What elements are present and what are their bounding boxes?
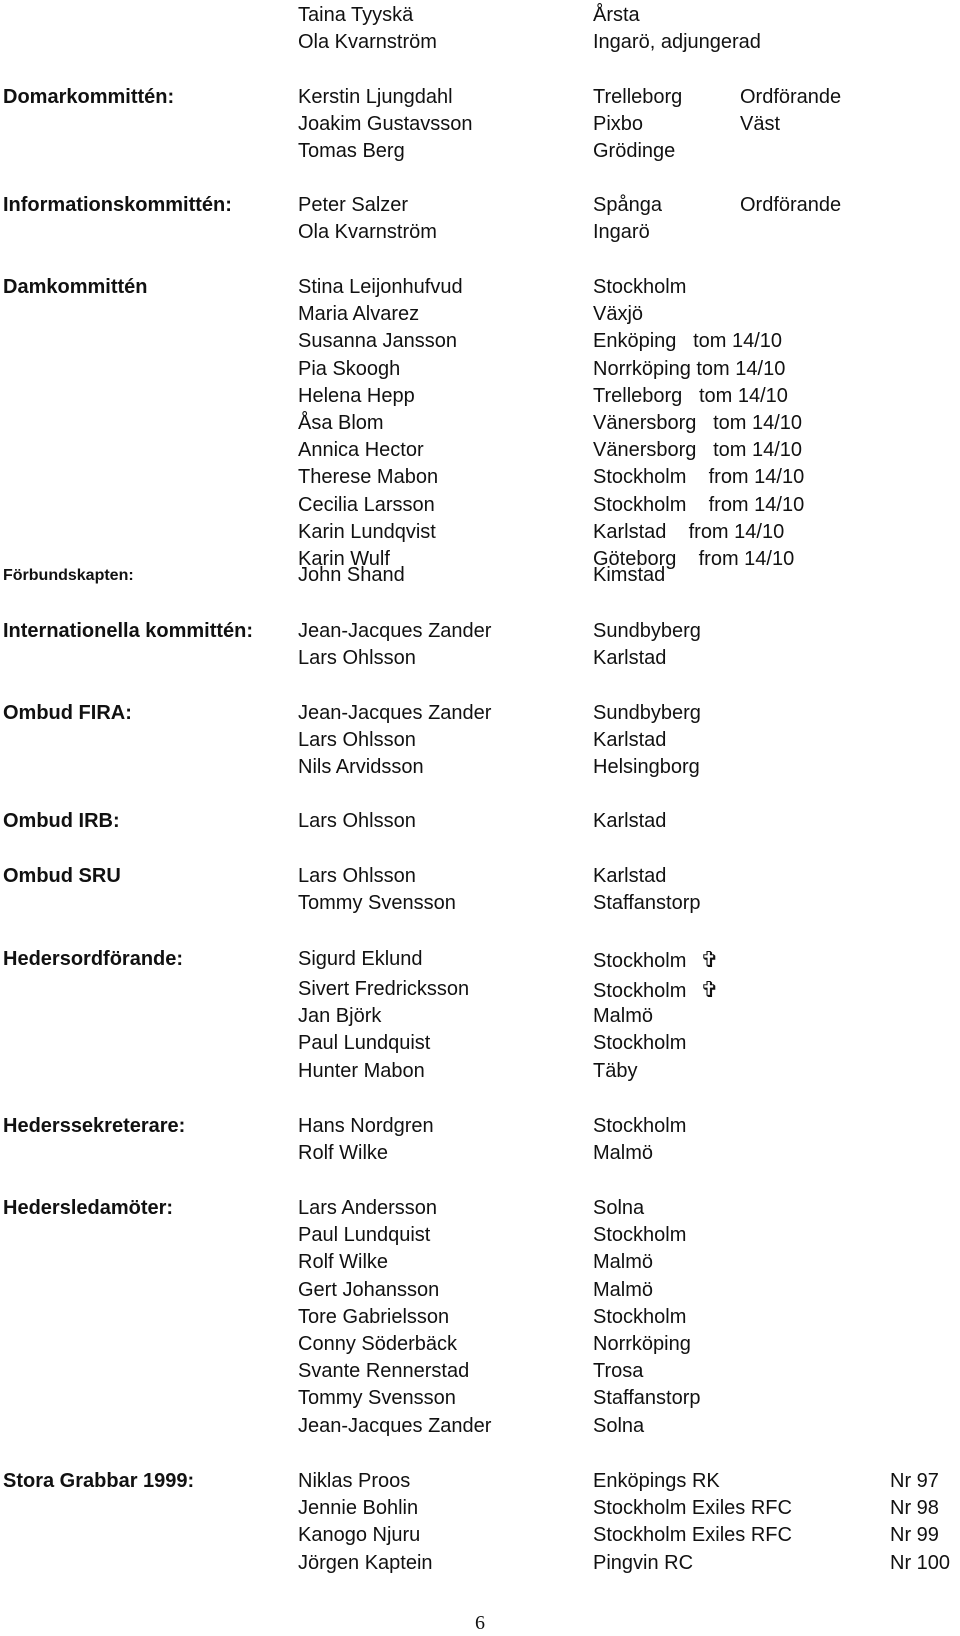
member-name: Joakim Gustavsson xyxy=(298,113,473,136)
member-place: Solna xyxy=(593,1414,645,1437)
list-item xyxy=(0,464,960,491)
member-place: Kimstad xyxy=(593,564,666,586)
member-place: Trosa xyxy=(593,1360,644,1383)
list-item xyxy=(0,645,960,672)
member-name: Jean-Jacques Zander xyxy=(298,620,492,642)
member-place: Stockholm from 14/10 xyxy=(593,493,805,516)
list-item xyxy=(0,863,960,890)
section-hedersordforande xyxy=(0,946,960,1085)
top-continuation xyxy=(0,2,960,56)
member-place: Karlstad from 14/10 xyxy=(593,520,785,543)
member-place: Staffanstorp xyxy=(593,892,701,915)
section-heading: Hedersordförande: xyxy=(3,948,184,970)
list-item xyxy=(0,1468,960,1495)
list-item xyxy=(0,727,960,754)
member-place: Ingarö, adjungerad xyxy=(593,31,761,54)
member-name: Tore Gabrielsson xyxy=(298,1305,450,1328)
member-place: Malmö xyxy=(593,1251,654,1274)
member-place: Malmö xyxy=(593,1142,654,1165)
member-role: Väst xyxy=(740,113,781,136)
member-number: Nr 98 xyxy=(890,1497,939,1520)
member-place: Stockholm xyxy=(593,1032,687,1055)
list-item xyxy=(0,1195,960,1222)
list-item xyxy=(0,618,960,645)
member-club: Stockholm Exiles RFC xyxy=(593,1497,792,1520)
member-name: Jean-Jacques Zander xyxy=(298,702,492,724)
cross-icon: ✞ xyxy=(700,947,719,972)
section-internationella-kommitten xyxy=(0,618,960,672)
member-place: Vänersborg tom 14/10 xyxy=(593,411,803,434)
member-place: Enköping tom 14/10 xyxy=(593,330,783,353)
member-name: Maria Alvarez xyxy=(298,303,420,326)
member-place: Pixbo xyxy=(593,113,644,136)
section-domarkommitten xyxy=(0,84,960,166)
member-role: Ordförande xyxy=(740,86,842,108)
list-item xyxy=(0,1030,960,1057)
member-name: Helena Hepp xyxy=(298,384,415,407)
member-name: Hunter Mabon xyxy=(298,1059,425,1082)
section-hederssekreterare xyxy=(0,1113,960,1167)
list-item xyxy=(0,1249,960,1276)
member-name: Tomas Berg xyxy=(298,140,405,163)
member-name: Jan Björk xyxy=(298,1005,382,1028)
member-place: Staffanstorp xyxy=(593,1387,701,1410)
member-place: Spånga xyxy=(593,194,662,216)
member-name: Gert Johansson xyxy=(298,1278,440,1301)
member-name: Conny Söderbäck xyxy=(298,1332,457,1355)
list-item xyxy=(0,808,960,835)
member-name: Rolf Wilke xyxy=(298,1142,389,1165)
member-name: Ola Kvarnström xyxy=(298,31,437,54)
section-forbundskapten xyxy=(0,562,960,589)
member-place: Sundbyberg xyxy=(593,620,701,642)
list-item xyxy=(0,519,960,546)
member-place: Grödinge xyxy=(593,140,676,163)
section-heading: Internationella kommittén: xyxy=(3,620,254,642)
list-item xyxy=(0,84,960,111)
member-place: Karlstad xyxy=(593,810,667,832)
member-place: Vänersborg tom 14/10 xyxy=(593,439,803,462)
list-item xyxy=(0,301,960,328)
list-item xyxy=(0,138,960,165)
section-heading: Ombud SRU xyxy=(3,865,121,887)
member-name: Cecilia Larsson xyxy=(298,493,435,516)
list-item xyxy=(0,274,960,301)
member-name: Niklas Proos xyxy=(298,1470,411,1492)
member-number: Nr 99 xyxy=(890,1524,939,1547)
member-place: Stockholm xyxy=(593,276,687,298)
member-name: Annica Hector xyxy=(298,439,424,462)
section-ombud-irb xyxy=(0,808,960,835)
list-item xyxy=(0,383,960,410)
member-place: Malmö xyxy=(593,1278,654,1301)
member-place: Stockholm xyxy=(593,1305,687,1328)
member-place: Täby xyxy=(593,1059,638,1082)
list-item xyxy=(0,410,960,437)
list-item xyxy=(0,1140,960,1167)
page-number: 6 xyxy=(475,1612,485,1634)
section-heading: Förbundskapten: xyxy=(3,567,134,584)
member-name: Lars Ohlsson xyxy=(298,810,416,832)
member-name: Pia Skoogh xyxy=(298,357,401,380)
member-place: Norrköping tom 14/10 xyxy=(593,357,786,380)
member-name: Tommy Svensson xyxy=(298,892,456,915)
member-club: Pingvin RC xyxy=(593,1551,694,1574)
member-place xyxy=(593,946,719,975)
member-name: Karin Lundqvist xyxy=(298,520,436,543)
member-place: Stockholm from 14/10 xyxy=(593,466,805,489)
list-item xyxy=(0,1522,960,1549)
list-item xyxy=(0,1385,960,1412)
list-item xyxy=(0,1222,960,1249)
member-number: Nr 100 xyxy=(890,1551,951,1574)
member-place: Malmö xyxy=(593,1005,654,1028)
member-place: Göteborg from 14/10 xyxy=(593,547,795,570)
list-item xyxy=(0,1113,960,1140)
member-name: Jörgen Kaptein xyxy=(298,1551,433,1574)
member-name: Sivert Fredricksson xyxy=(298,978,470,1000)
list-item xyxy=(0,976,960,1003)
member-name: Svante Rennerstad xyxy=(298,1360,470,1383)
member-place: Ingarö xyxy=(593,221,650,244)
list-item xyxy=(0,1413,960,1440)
list-item xyxy=(0,219,960,246)
member-name: Tommy Svensson xyxy=(298,1387,456,1410)
member-name: Jennie Bohlin xyxy=(298,1497,419,1520)
member-place: Karlstad xyxy=(593,647,667,670)
member-role: Ordförande xyxy=(740,194,842,216)
member-name: Paul Lundquist xyxy=(298,1224,431,1247)
list-item xyxy=(0,1550,960,1577)
member-place: Stockholm xyxy=(593,1224,687,1247)
member-name: Karin Wulf xyxy=(298,547,390,570)
member-name: Taina Tyyskä xyxy=(298,4,414,26)
member-place: Trelleborg tom 14/10 xyxy=(593,384,788,407)
cross-icon: ✞ xyxy=(700,977,719,1002)
member-place: Karlstad xyxy=(593,729,667,752)
list-item xyxy=(0,29,960,56)
list-item xyxy=(0,111,960,138)
member-name: Therese Mabon xyxy=(298,466,439,489)
list-item xyxy=(0,2,960,29)
list-item xyxy=(0,437,960,464)
member-name: Kerstin Ljungdahl xyxy=(298,86,453,108)
member-place: Årsta xyxy=(593,4,640,26)
member-name: John Shand xyxy=(298,564,405,586)
member-place: Karlstad xyxy=(593,865,667,887)
list-item xyxy=(0,562,960,589)
member-place: Trelleborg xyxy=(593,86,683,108)
list-item xyxy=(0,700,960,727)
section-heading: Hederssekreterare: xyxy=(3,1115,186,1137)
member-name: Hans Nordgren xyxy=(298,1115,434,1137)
member-name: Susanna Jansson xyxy=(298,330,458,353)
section-heading: Damkommittén xyxy=(3,276,148,298)
section-informationskommitten xyxy=(0,192,960,246)
member-name: Lars Ohlsson xyxy=(298,865,416,887)
member-place: Växjö xyxy=(593,303,644,326)
member-place: Helsingborg xyxy=(593,756,700,779)
list-item xyxy=(0,1358,960,1385)
member-club: Enköpings RK xyxy=(593,1470,720,1492)
list-item xyxy=(0,754,960,781)
section-ombud-sru xyxy=(0,863,960,917)
member-name: Nils Arvidsson xyxy=(298,756,424,779)
list-item xyxy=(0,1304,960,1331)
section-heading: Stora Grabbar 1999: xyxy=(3,1470,195,1492)
member-number: Nr 97 xyxy=(890,1470,939,1492)
member-name: Stina Leijonhufvud xyxy=(298,276,463,298)
member-name: Peter Salzer xyxy=(298,194,409,216)
list-item xyxy=(0,1058,960,1085)
member-place: Norrköping xyxy=(593,1332,691,1355)
section-hedersledamoter xyxy=(0,1195,960,1440)
member-place: Stockholm xyxy=(593,1115,687,1137)
list-item xyxy=(0,1331,960,1358)
section-heading: Domarkommittén: xyxy=(3,86,175,108)
member-name: Jean-Jacques Zander xyxy=(298,1414,492,1437)
list-item xyxy=(0,1277,960,1304)
place-text: Stockholm xyxy=(593,980,687,1002)
section-heading: Hedersledamöter: xyxy=(3,1197,174,1219)
list-item xyxy=(0,946,960,976)
section-damkommitten xyxy=(0,274,960,573)
member-name: Åsa Blom xyxy=(298,411,384,434)
section-ombud-fira xyxy=(0,700,960,782)
member-name: Paul Lundquist xyxy=(298,1032,431,1055)
list-item xyxy=(0,356,960,383)
list-item xyxy=(0,492,960,519)
member-place xyxy=(593,976,719,1005)
member-name: Ola Kvarnström xyxy=(298,221,437,244)
list-item xyxy=(0,890,960,917)
member-place: Sundbyberg xyxy=(593,702,701,724)
member-name: Kanogo Njuru xyxy=(298,1524,421,1547)
member-name: Lars Ohlsson xyxy=(298,647,416,670)
member-club: Stockholm Exiles RFC xyxy=(593,1524,792,1547)
section-heading: Ombud FIRA: xyxy=(3,702,132,724)
section-stora-grabbar xyxy=(0,1468,960,1577)
list-item xyxy=(0,1003,960,1030)
section-heading: Ombud IRB: xyxy=(3,810,120,832)
member-name: Sigurd Eklund xyxy=(298,948,423,970)
member-name: Lars Ohlsson xyxy=(298,729,416,752)
list-item xyxy=(0,1495,960,1522)
section-heading: Informationskommittén: xyxy=(3,194,232,216)
list-item xyxy=(0,328,960,355)
list-item xyxy=(0,192,960,219)
member-name: Rolf Wilke xyxy=(298,1251,389,1274)
member-place: Solna xyxy=(593,1197,645,1219)
place-text: Stockholm xyxy=(593,950,687,972)
member-name: Lars Andersson xyxy=(298,1197,437,1219)
